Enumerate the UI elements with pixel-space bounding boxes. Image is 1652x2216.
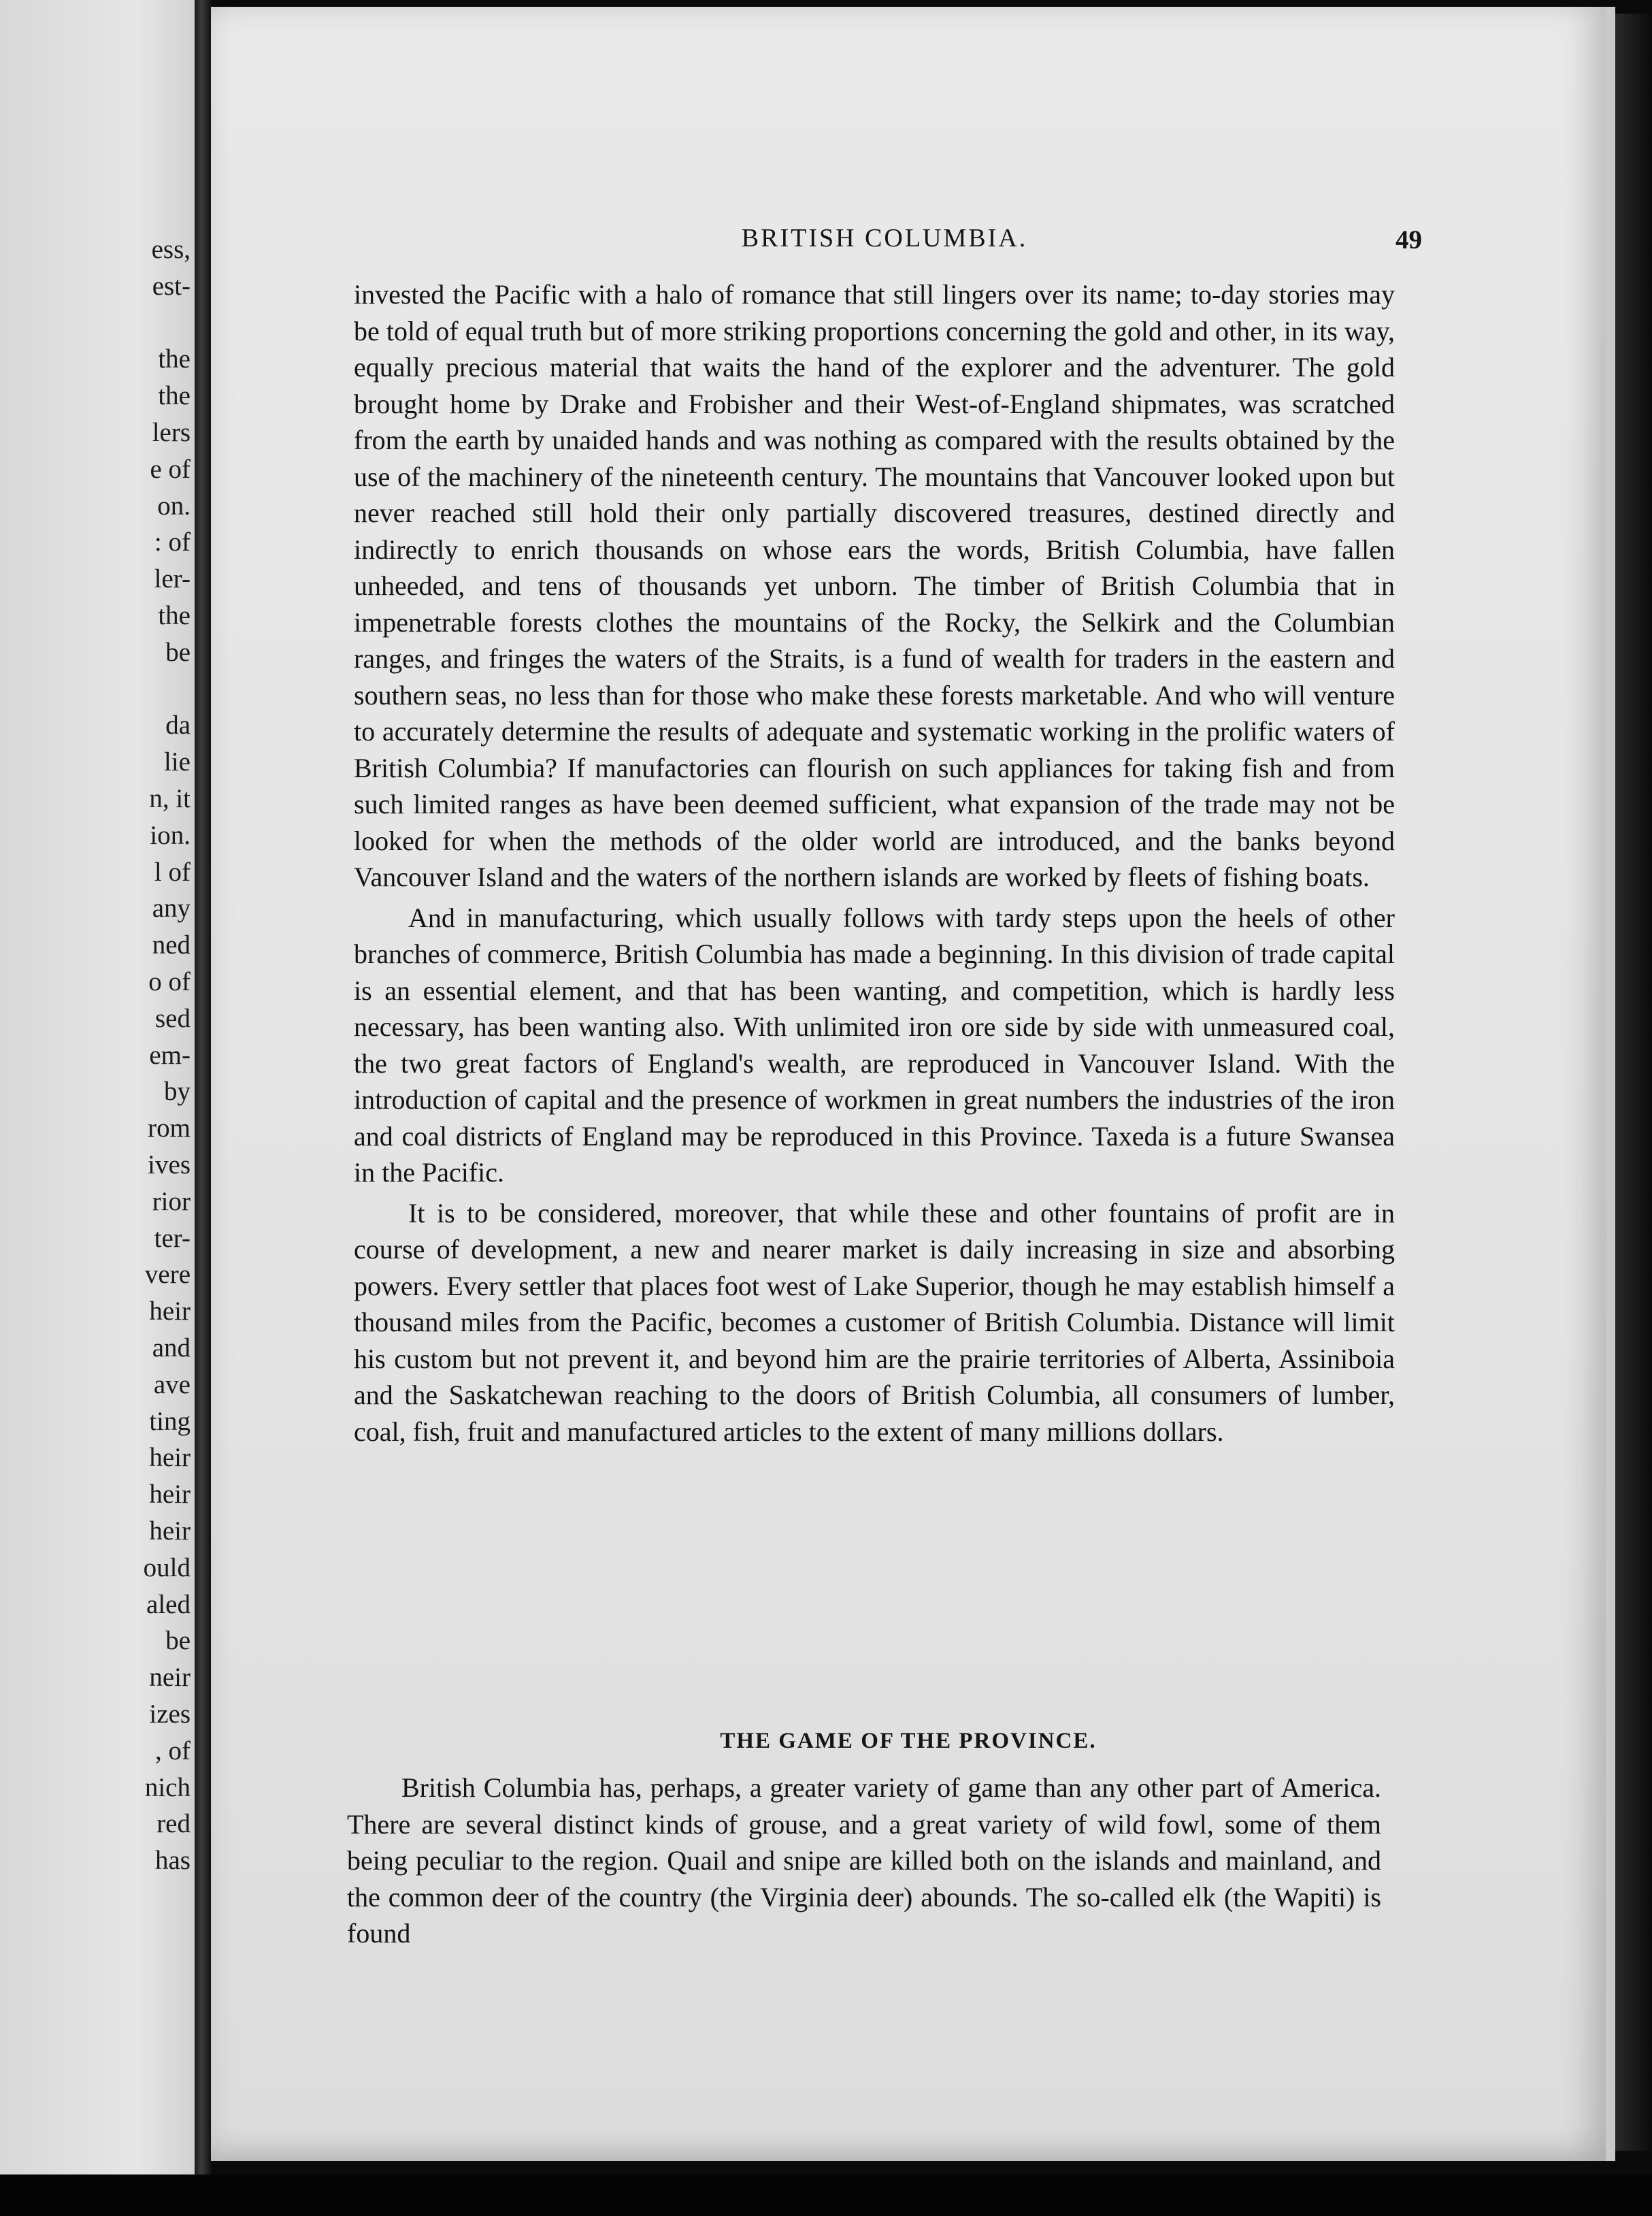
facing-page-line: lie [164,747,191,777]
facing-page-line: aled [146,1589,191,1619]
facing-page-fragment [0,0,195,2174]
paragraph-game: British Columbia has, perhaps, a greater variety of game than any other part of America. There are several distinct kinds of grouse, and a great variety of wild fowl, some of them being peculiar to the region. Quail and snipe are killed both on the islands and mainland, and the common deer of the country (the Virginia deer) abounds. The so-called elk (the Wapiti) is found [347,1772,1381,1949]
section-heading: THE GAME OF THE PROVINCE. [720,1729,1097,1753]
facing-page-line: ion. [150,820,191,850]
page-number: 49 [1395,225,1422,255]
facing-page-line: lers [152,418,191,447]
running-head: BRITISH COLUMBIA. [741,224,1028,252]
facing-page-line: sed [155,1003,191,1033]
scan-border [0,2174,1652,2216]
paragraph-pacific-wealth: invested the Pacific with a halo of romance that still lingers over its name; to-day stories may be told of equal truth but of more striking proportions concerning the gold and other, in its way, equally precious material that waits the hand of the explorer and the adventurer. The gold brought home by Drake and Frobisher and their West-of-England shipmates, was scratched from the earth by unaided hands and was nothing as compared with the results obtained by the use of the machinery of the nineteenth century. The mountains that Vancouver looked upon but never reached still hold their only partially discovered treasures, destined directly and indirectly to enrich thousands on whose ears the words, British Columbia, have fallen unheeded, and tens of thousands yet unborn. The timber of British Columbia that in impenetrable forests clothes the mountains of the Rocky, the Selkirk and the Columbian ranges, and fringes the waters of the Straits, is a fund of wealth for traders in the eastern and southern seas, no less than for those who make these forests marketable. And who will venture to accurately determine the results of adequate and systematic working in the prolific waters of British Columbia? If manufactories can flourish on such appliances for taking fish and from such limited ranges as have been deemed sufficient, what expansion of the trade may not be looked for when the methods of the older world are introduced, and the banks beyond Vancouver Island and the waters of the northern islands are worked by fleets of fishing boats. [354,279,1395,892]
facing-page-line: ned [152,930,191,960]
facing-page-line: l of [154,857,191,887]
facing-page-line: ter- [154,1223,191,1253]
facing-page-line: vere [144,1260,191,1290]
book-gutter [195,0,211,2216]
facing-page-line: any [152,894,191,924]
facing-page-line: heir [149,1297,191,1326]
page-edge-shadow [1615,14,1652,2151]
facing-page-line: be [165,637,191,667]
facing-page-line: heir [149,1516,191,1546]
facing-page-line: rom [148,1113,191,1143]
facing-page-line: ler- [154,564,191,594]
facing-page-line: the [158,601,191,630]
facing-page-line: ting [149,1406,191,1436]
facing-page-line: ess, [151,235,191,264]
facing-page-line: and [152,1333,191,1363]
facing-page-line: by [164,1077,191,1107]
main-text-upper [354,276,1395,1450]
paragraph-manufacturing: And in manufacturing, which usually follows with tardy steps upon the heels of other branches of commerce, British Columbia has made a beginning. In this division of trade capital is an essential element, and that has been wanting, and competition, which is hardly less necessary, has been wanting also. With unlimited iron ore side by side with unmeasured coal, the two great factors of England's wealth, are reproduced in Vancouver Island. With the introduction of capital and the presence of workmen in great numbers the industries of the iron and coal districts of England may be reproduced in this Province. Taxeda is a future Swansea in the Pacific. [354,902,1395,1188]
facing-page-line: has [155,1846,191,1876]
facing-page-line: : of [154,527,191,557]
facing-page-line: e of [150,454,191,484]
facing-page-line: heir [149,1480,191,1510]
book-page [211,7,1615,2161]
facing-page-line: , of [155,1736,191,1765]
main-text-lower [347,1770,1381,1952]
paragraph-new-market: It is to be considered, moreover, that while these and other fountains of profit are in course of development, a new and nearer market is daily increasing in size and absorbing powers. Every settler that places foot west of Lake Superior, though he may establish himself a thousand miles from the Pacific, becomes a customer of British Columbia. Distance will limit his custom but not prevent it, and beyond him are the prairie territories of Alberta, Assiniboia and the Saskatchewan reaching to the doors of British Columbia, all consumers of lumber, coal, fish, fruit and manufactured articles to the extent of many millions dollars. [354,1197,1395,1447]
facing-page-line: rior [152,1186,191,1216]
facing-page-line: heir [149,1443,191,1473]
facing-page-line: da [165,711,191,740]
facing-page-line: ives [148,1150,191,1179]
facing-page-line: ave [153,1369,191,1399]
facing-page-line: est- [152,271,191,301]
facing-page-line: be [165,1626,191,1656]
page-header [211,223,1606,264]
facing-page-line: n, it [149,784,191,813]
facing-page-line: the [158,381,191,411]
facing-page-line: nich [144,1772,191,1802]
facing-page-line: izes [149,1699,191,1729]
facing-page-line: neir [149,1663,191,1693]
facing-page-line: em- [149,1040,191,1070]
facing-page-line: red [156,1809,191,1839]
facing-page-line: the [158,344,191,374]
facing-page-line: ould [143,1552,191,1582]
facing-page-line: o of [148,967,191,996]
facing-page-line: on. [157,491,191,521]
